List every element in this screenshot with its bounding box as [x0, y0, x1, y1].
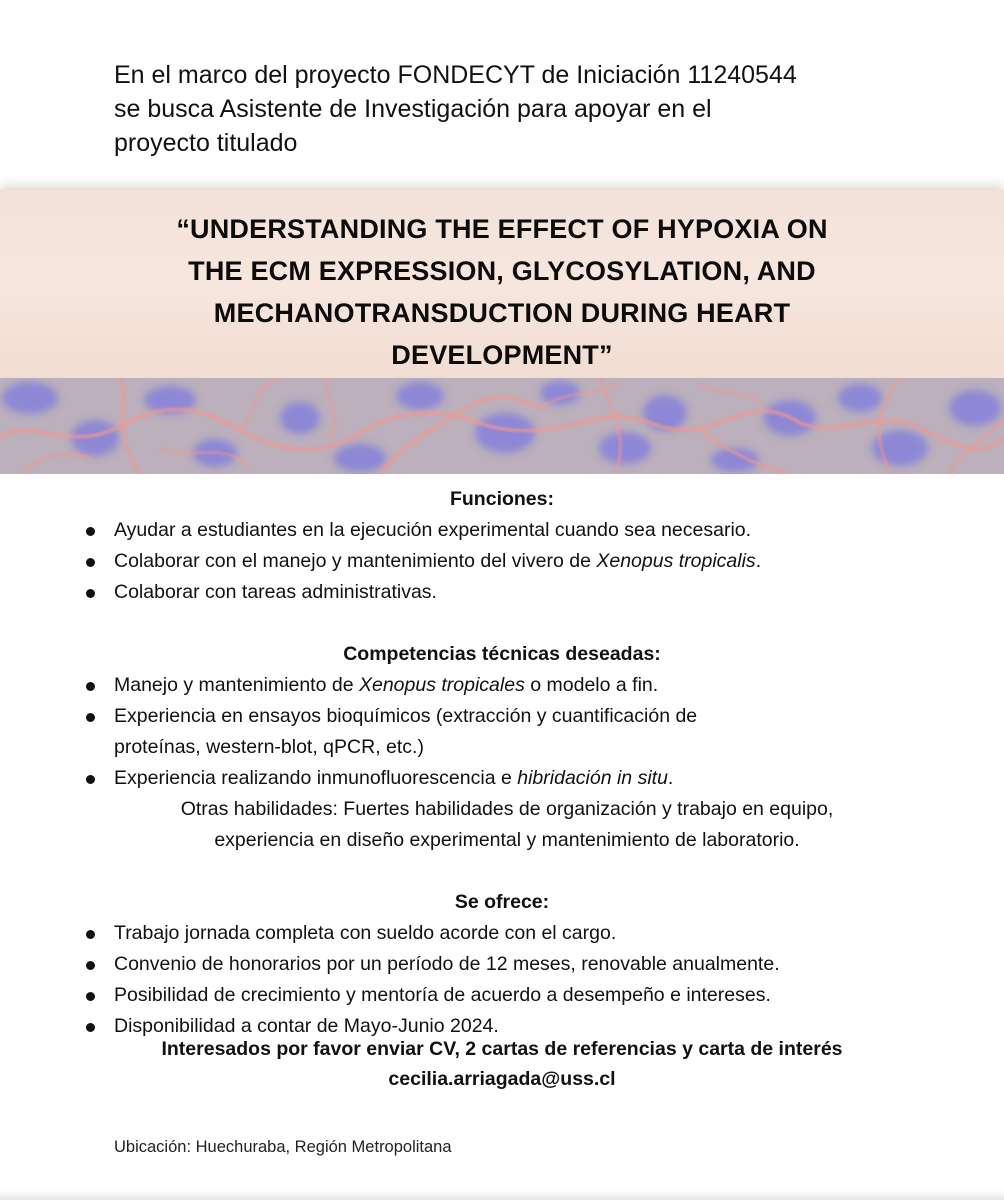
species-name: Xenopus tropicales — [358, 674, 525, 696]
species-name: Xenopus tropicalis — [596, 550, 756, 572]
list-item: Posibilidad de crecimiento y mentoría de acuerdo a desempeño e intereses. — [82, 980, 922, 1011]
list-item-text: Experiencia en ensayos bioquímicos (extracción y cuantificación de — [114, 705, 698, 727]
title-line: THE ECM EXPRESSION, GLYCOSYLATION, AND — [188, 256, 816, 286]
page-bottom-edge — [0, 1190, 1004, 1200]
list-item: Disponibilidad a contar de Mayo-Junio 2024. — [82, 1011, 922, 1042]
title-line: MECHANOTRANSDUCTION DURING HEART — [213, 298, 791, 328]
list-item — [82, 515, 922, 546]
competencias-heading: Competencias técnicas deseadas: — [343, 643, 661, 665]
microscopy-image — [0, 378, 1004, 474]
location-text: Ubicación: Huechuraba, Región Metropolitana — [114, 1138, 452, 1156]
contact-email[interactable]: cecilia.arriagada@uss.cl — [388, 1068, 616, 1090]
list-item — [82, 546, 922, 577]
otras-line: experiencia en diseño experimental y mantenimiento de laboratorio. — [214, 829, 800, 851]
list-item-text: o modelo a fin. — [524, 674, 659, 696]
list-item — [82, 577, 922, 608]
title-line: “UNDERSTANDING THE EFFECT OF HYPOXIA ON — [176, 214, 828, 244]
intro-line: En el marco del proyecto FONDECYT de Iniciación 11240544 — [114, 61, 797, 89]
intro-line: se busca Asistente de Investigación para apoyar en el — [114, 95, 712, 123]
intro-paragraph — [114, 58, 934, 160]
technique-name: hibridación in situ — [517, 767, 668, 789]
list-item-text: Colaborar con tareas administrativas. — [114, 581, 437, 603]
intro-line: proyecto titulado — [114, 129, 298, 157]
list-item: Convenio de honorarios por un período de 12 meses, renovable anualmente. — [82, 949, 922, 980]
ofrece-list — [82, 918, 922, 1042]
list-item: Trabajo jornada completa con sueldo acorde con el cargo. — [82, 918, 922, 949]
list-item-text: Ayudar a estudiantes en la ejecución experimental cuando sea necesario. — [114, 519, 752, 541]
funciones-list — [82, 515, 922, 608]
competencias-list — [82, 670, 922, 794]
application-instructions — [0, 1034, 1004, 1094]
otras-line: Otras habilidades: Fuertes habilidades de organización y trabajo en equipo, — [180, 798, 834, 820]
microscopy-image-strip — [0, 378, 1004, 474]
otras-habilidades — [82, 794, 922, 856]
list-item-text: . — [755, 550, 762, 572]
list-item-text: Manejo y mantenimiento de — [114, 674, 359, 696]
list-item — [82, 763, 922, 794]
project-title — [60, 208, 944, 376]
title-line: DEVELOPMENT” — [391, 340, 613, 370]
list-item-text: Colaborar con el manejo y mantenimiento del vivero de — [114, 550, 597, 572]
job-details — [82, 484, 922, 1042]
project-title-banner — [0, 190, 1004, 378]
funciones-heading: Funciones: — [449, 488, 554, 510]
list-item-text: Experiencia realizando inmunofluorescencia e — [114, 767, 518, 789]
list-item-text: proteínas, western-blot, qPCR, etc.) — [114, 736, 424, 758]
application-text: Interesados por favor enviar CV, 2 cartas de referencias y carta de interés — [161, 1038, 843, 1060]
list-item-text: . — [667, 767, 674, 789]
ofrece-heading: Se ofrece: — [454, 891, 550, 913]
list-item — [82, 670, 922, 701]
list-item — [82, 701, 922, 763]
